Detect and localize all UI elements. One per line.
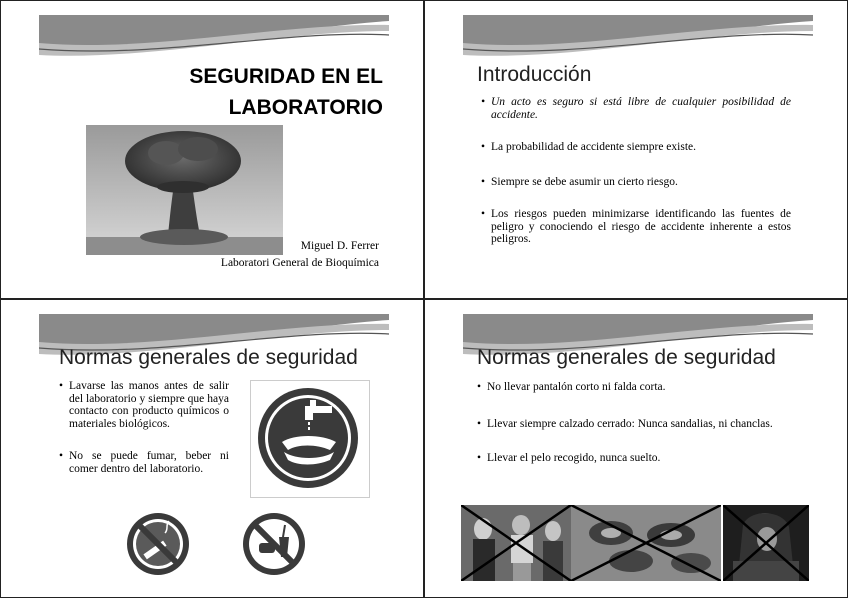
loose-hair-photo-crossed [723,505,809,581]
slide-heading: Normas generales de seguridad [59,346,358,369]
slide-banner-wave [463,15,813,63]
author-affiliation: Laboratori General de Bioquímica [220,257,379,269]
mushroom-cloud-image [86,125,283,255]
no-smoking-icon [125,511,191,577]
slide-heading: Introducción [477,63,592,86]
title-line-1: SEGURIDAD EN EL [189,65,383,88]
bullet-item: • No se puede fumar, beber ni comer dentro del laboratorio. [59,450,229,475]
shorts-photo-crossed [461,505,571,581]
bullet-item: • La probabilidad de accidente siempre existe. [481,141,791,154]
wash-hands-icon [250,380,370,498]
bullet-item: • No llevar pantalón corto ni falda corta. [477,381,789,394]
slide-normas-1 [0,299,424,598]
slide-heading: Normas generales de seguridad [477,346,776,369]
bullet-item: • Un acto es seguro si está libre de cualquier posibilidad de accidente. [481,96,791,121]
slide-normas-2 [424,299,848,598]
bullet-item: • Lavarse las manos antes de salir del laboratorio y siempre que haya contacto con producto químicos o materiales biológicos. [59,380,229,430]
bullet-item: • Llevar el pelo recogido, nunca suelto. [477,452,789,465]
slide-banner-wave [39,15,389,63]
author-credit [221,238,379,272]
no-food-drink-icon [241,511,307,577]
presentation-title [189,61,383,123]
bullet-list [477,381,789,465]
bullet-item: • Llevar siempre calzado cerrado: Nunca sandalias, ni chanclas. [477,418,789,431]
sandals-photo-crossed [571,505,721,581]
slide-title [0,0,424,299]
bullet-list [481,96,791,246]
title-line-2: LABORATORIO [228,96,383,119]
slide-introduccion [424,0,848,299]
author-name: Miguel D. Ferrer [300,240,379,252]
bullet-list [59,380,229,475]
bullet-item: • Los riesgos pueden minimizarse identificando las fuentes de peligro y conociendo el riesgo de accidente inherente a estos peligros. [481,208,791,246]
bullet-item: • Siempre se debe asumir un cierto riesgo. [481,176,791,189]
